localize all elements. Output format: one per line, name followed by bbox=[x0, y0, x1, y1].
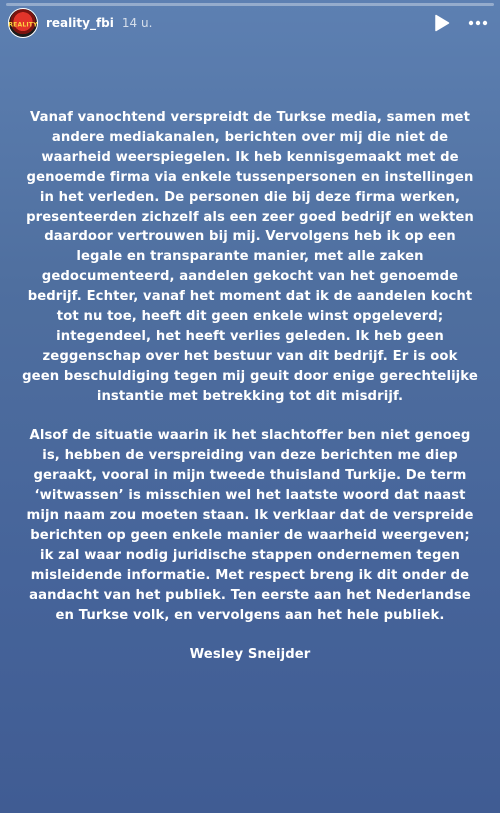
story-text bbox=[22, 108, 478, 665]
more-icon bbox=[468, 20, 488, 26]
timestamp: 14 u. bbox=[121, 16, 153, 30]
more-options-button[interactable] bbox=[464, 9, 492, 37]
story-paragraph-2: Alsof de situatie waarin ik het slachtoffer ben niet genoeg is, hebben de verspreiding van deze berichten me diep geraakt, vooral in mijn tweede thuisland Turkije. De term ‘witwassen’ is misschien wel het laatste woord dat naast mijn naam zou moeten staan. Ik verklaar dat de verspreide berichten op geen enkele manier de waarheid weergeven; ik zal waar nodig juridische stappen ondernemen tegen misleidende informatie. Met respect breng ik dit onder de aandacht van het publiek. Ten eerste aan het Nederlandse en Turkse volk, en vervolgens aan het hele publiek. bbox=[26, 428, 474, 623]
play-button[interactable] bbox=[428, 9, 456, 37]
story-paragraph-1: Vanaf vanochtend verspreidt de Turkse media, samen met andere mediakanalen, berichten over mij die niet de waarheid weerspiegelen. Ik heb kennisgemaakt met de genoemde firma via enkele tussenpersonen en instellingen in het verleden. De personen die bij deze firma werken, presenteerden zichzelf als een zeer goed bedrijf en wekten daardoor vertrouwen bij mij. Vervolgens heb ik op een legale en transparante manier, met alle zaken gedocumenteerd, aandelen gekocht van het genoemde bedrijf. Echter, vanaf het moment dat ik de aandelen kocht tot nu toe, heeft dit geen enkele winst opgeleverd; integendeel, het heeft verlies geleden. Ik heb geen zeggenschap over het bestuur van dit bedrijf. Er is ook geen beschuldiging tegen mij geuit door enige gerechtelijke instantie met betrekking tot dit misdrijf. bbox=[22, 110, 478, 404]
story-header bbox=[8, 6, 492, 40]
play-icon bbox=[434, 14, 450, 32]
signature: Wesley Sneijder bbox=[189, 647, 311, 663]
username[interactable]: reality_fbi bbox=[46, 16, 114, 30]
avatar[interactable] bbox=[8, 8, 38, 38]
avatar-logo-text: REALITY bbox=[8, 21, 38, 29]
